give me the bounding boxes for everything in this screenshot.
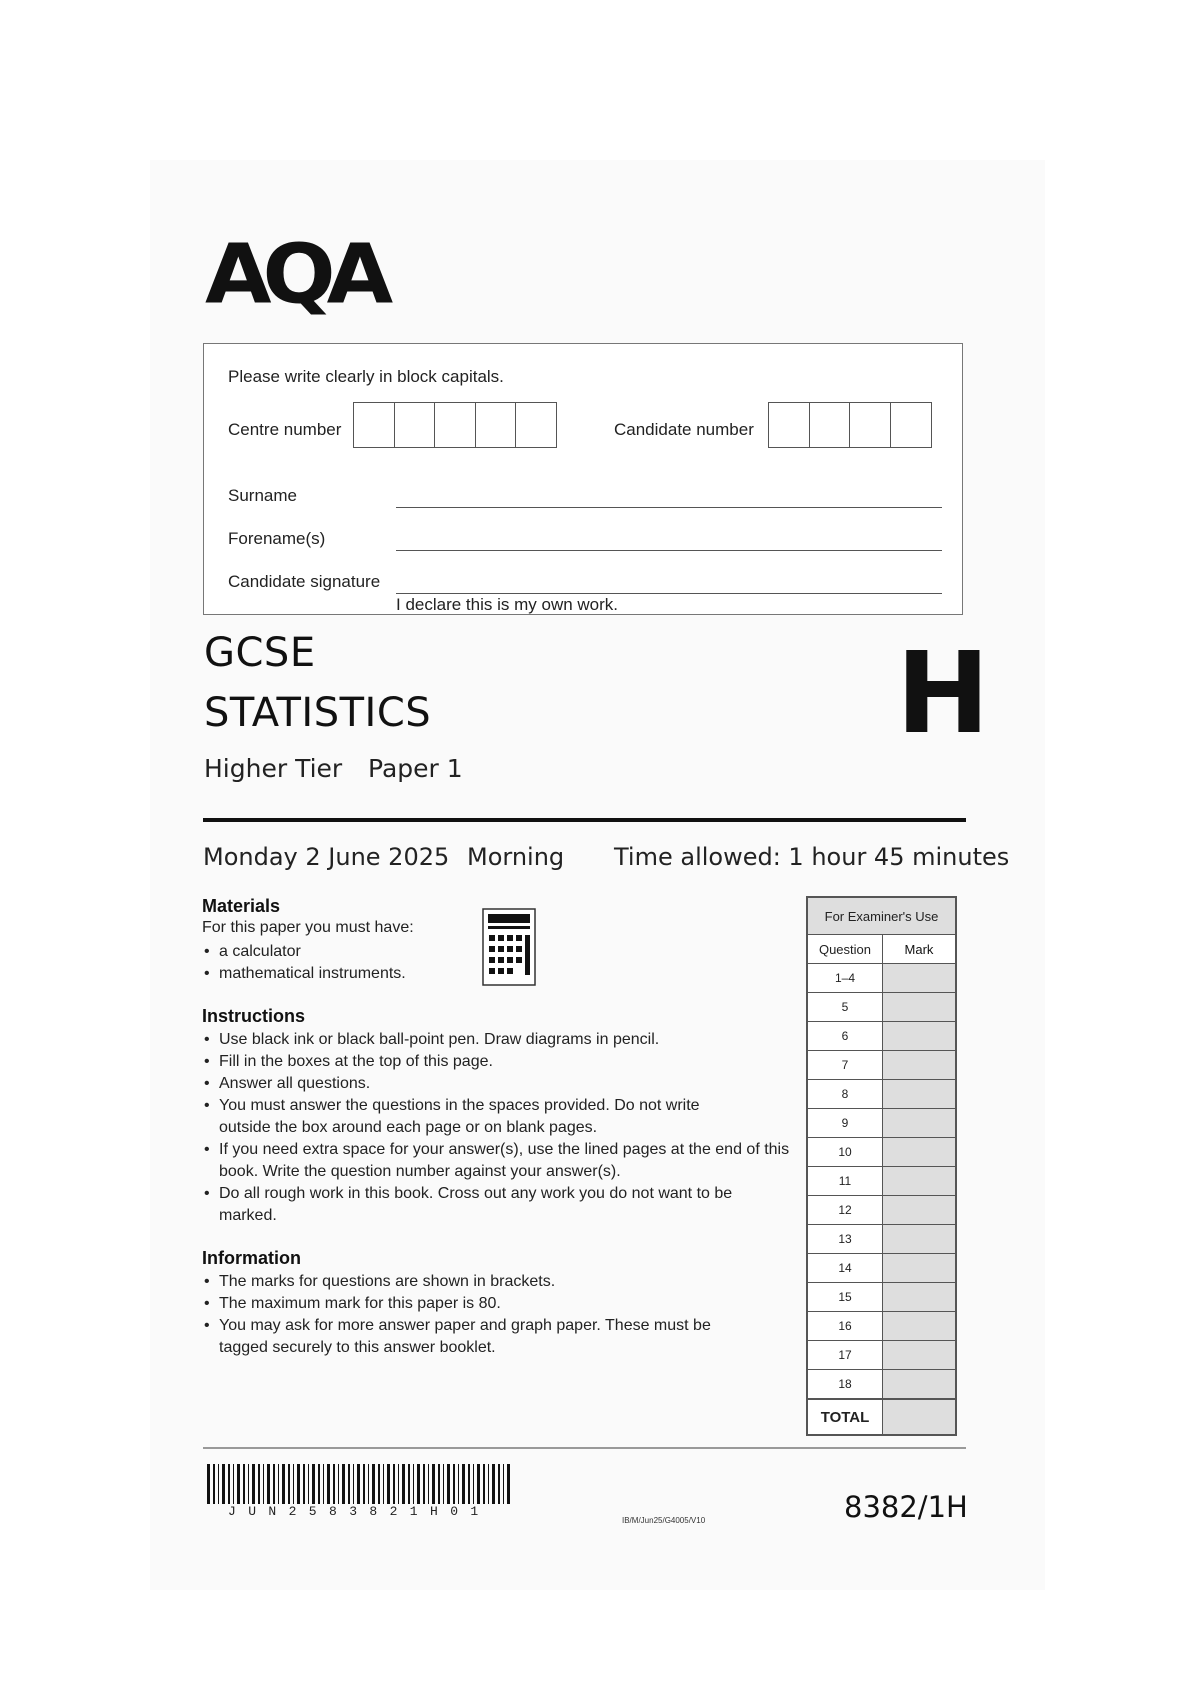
list-item: • Use black ink or black ball-point pen. Draw diagrams in pencil. [202,1029,792,1051]
list-item: • mathematical instruments. [202,963,462,985]
mark-cell [883,964,955,992]
barcode-bar [438,1464,440,1504]
question-number: 5 [808,993,883,1021]
barcode-bar [312,1464,315,1504]
barcode-bar [408,1464,410,1504]
barcode-bar [473,1464,474,1504]
barcode-text: JUN2583821H01 [228,1504,491,1519]
barcode-bar [363,1464,365,1504]
instructions-list [202,1029,792,1227]
information-list [202,1271,742,1359]
mark-cell [883,1225,955,1253]
barcode-bar [327,1464,330,1504]
barcode-bar [483,1464,485,1504]
instructions-heading: Instructions [202,1006,306,1026]
examiners-use-table [806,896,957,1436]
barcode-bar [293,1464,294,1504]
table-row [808,1022,955,1051]
centre-number-cell[interactable] [515,402,557,448]
barcode-bar [492,1464,495,1504]
barcode-bar [413,1464,414,1504]
question-number: 9 [808,1109,883,1137]
candidate-number-cell[interactable] [809,402,851,448]
candidate-number-cell[interactable] [890,402,932,448]
barcode-bar [258,1464,260,1504]
barcode [207,1464,515,1504]
table-row [808,1225,955,1254]
materials-heading: Materials [202,896,281,916]
barcode-bar [338,1464,339,1504]
list-item: • Do all rough work in this book. Cross out any work you do not want to be marked. [202,1183,734,1227]
barcode-bar [303,1464,305,1504]
list-item: • The marks for questions are shown in brackets. [202,1271,742,1293]
list-item: • You must answer the questions in the spaces provided. Do not write outside the box around each page or on blank pages. [202,1095,734,1139]
divider [203,818,966,822]
signature-label: Candidate signature [228,572,381,591]
barcode-bar [488,1464,489,1504]
mark-cell [883,1341,955,1369]
table-row [808,1167,955,1196]
barcode-bar [252,1464,255,1504]
tier-letter: H [896,629,990,759]
barcode-bar [443,1464,444,1504]
calculator-icon [482,908,536,986]
surname-line[interactable] [396,506,942,508]
barcode-bar [348,1464,350,1504]
barcode-bar [498,1464,500,1504]
barcode-bar [458,1464,459,1504]
list-item: • You may ask for more answer paper and graph paper. These must be tagged securely to this answer booklet. [202,1315,759,1359]
table-row [808,1312,955,1341]
table-row [808,1370,955,1398]
centre-number-cell[interactable] [394,402,436,448]
barcode-bar [462,1464,465,1504]
barcode-bar [453,1464,455,1504]
question-number: 16 [808,1312,883,1340]
mark-cell [883,1254,955,1282]
barcode-bar [378,1464,380,1504]
barcode-bar [273,1464,275,1504]
footer-divider [203,1447,966,1449]
question-number: 1–4 [808,964,883,992]
table-header-row [808,935,955,964]
barcode-bar [308,1464,309,1504]
barcode-bar [263,1464,264,1504]
barcode-bar [318,1464,320,1504]
centre-number-cell[interactable] [353,402,395,448]
total-row [808,1398,955,1434]
candidate-number-cell[interactable] [768,402,810,448]
barcode-bar [428,1464,429,1504]
question-number: 11 [808,1167,883,1195]
barcode-bar [507,1464,510,1504]
table-row [808,1051,955,1080]
barcode-bar [432,1464,435,1504]
total-mark-cell [883,1400,955,1434]
barcode-bar [477,1464,480,1504]
barcode-bar [233,1464,234,1504]
barcode-bar [213,1464,215,1504]
candidate-number-boxes[interactable] [768,402,930,448]
barcode-bar [342,1464,345,1504]
barcode-bar [387,1464,390,1504]
question-number: 18 [808,1370,883,1398]
exam-session: Morning [467,843,565,871]
time-allowed: Time allowed: 1 hour 45 minutes [614,843,1010,871]
table-row [808,993,955,1022]
centre-number-cell[interactable] [434,402,476,448]
barcode-bar [402,1464,405,1504]
barcode-bar [423,1464,425,1504]
centre-number-boxes[interactable] [353,402,556,448]
barcode-bar [393,1464,395,1504]
qualification-title: GCSE [204,630,316,676]
question-number: 14 [808,1254,883,1282]
list-item: • If you need extra space for your answer(s), use the lined pages at the end of this book. Write the question number against your answer(s). [202,1139,792,1183]
tier-label: Higher Tier [204,754,343,783]
question-number: 7 [808,1051,883,1079]
mark-column-header: Mark [883,935,955,963]
barcode-bar [267,1464,270,1504]
table-row [808,1109,955,1138]
forename-label: Forename(s) [228,529,326,548]
paper-code: 8382/1H [844,1490,968,1524]
question-number: 6 [808,1022,883,1050]
mark-cell [883,1370,955,1398]
barcode-bar [353,1464,354,1504]
barcode-bar [468,1464,470,1504]
barcode-bar [278,1464,279,1504]
mark-cell [883,1167,955,1195]
mark-cell [883,1080,955,1108]
barcode-bar [417,1464,420,1504]
mark-cell [883,1022,955,1050]
barcode-bar [323,1464,324,1504]
signature-line[interactable] [396,592,942,594]
barcode-bar [357,1464,360,1504]
mark-cell [883,1196,955,1224]
table-row [808,964,955,993]
block-capitals-instruction: Please write clearly in block capitals. [228,367,504,386]
question-column-header: Question [808,935,883,963]
centre-number-label: Centre number [228,420,342,439]
barcode-bar [207,1464,210,1504]
mark-cell [883,1051,955,1079]
question-number: 17 [808,1341,883,1369]
exam-date: Monday 2 June 2025 [203,843,450,871]
barcode-bar [368,1464,369,1504]
barcode-bar [297,1464,300,1504]
information-heading: Information [202,1248,301,1268]
barcode-bar [288,1464,290,1504]
barcode-bar [383,1464,384,1504]
mark-cell [883,1138,955,1166]
barcode-bar [372,1464,375,1504]
candidate-number-label: Candidate number [614,420,754,439]
question-number: 15 [808,1283,883,1311]
question-number: 10 [808,1138,883,1166]
forename-line[interactable] [396,549,942,551]
question-number: 12 [808,1196,883,1224]
list-item: • a calculator [202,941,462,963]
table-row [808,1080,955,1109]
barcode-bar [447,1464,450,1504]
mark-cell [883,1109,955,1137]
table-row [808,1138,955,1167]
list-item: • The maximum mark for this paper is 80. [202,1293,742,1315]
question-number: 8 [808,1080,883,1108]
centre-number-cell[interactable] [475,402,517,448]
list-item: • Answer all questions. [202,1073,792,1095]
barcode-bar [282,1464,285,1504]
barcode-bar [218,1464,219,1504]
reference-code: IB/M/Jun25/G4005/V10 [622,1516,706,1525]
examiners-use-title: For Examiner's Use [808,898,955,935]
question-number: 13 [808,1225,883,1253]
barcode-bar [503,1464,504,1504]
surname-label: Surname [228,486,297,505]
candidate-number-cell[interactable] [849,402,891,448]
barcode-bar [237,1464,240,1504]
subject-title: STATISTICS [204,690,432,736]
barcode-bar [228,1464,230,1504]
total-label: TOTAL [808,1400,883,1434]
aqa-logo: AQA [205,227,385,323]
table-row [808,1283,955,1312]
list-item: • Fill in the boxes at the top of this page. [202,1051,792,1073]
materials-list [202,941,462,985]
paper-label: Paper 1 [368,754,463,783]
barcode-bar [222,1464,225,1504]
table-row [808,1254,955,1283]
table-row [808,1196,955,1225]
barcode-bar [398,1464,399,1504]
materials-intro: For this paper you must have: [202,919,414,936]
mark-cell [883,1283,955,1311]
mark-cell [883,993,955,1021]
barcode-bar [243,1464,245,1504]
mark-cell [883,1312,955,1340]
table-row [808,1341,955,1370]
barcode-bar [248,1464,249,1504]
barcode-bar [333,1464,335,1504]
declaration-text: I declare this is my own work. [396,595,619,614]
